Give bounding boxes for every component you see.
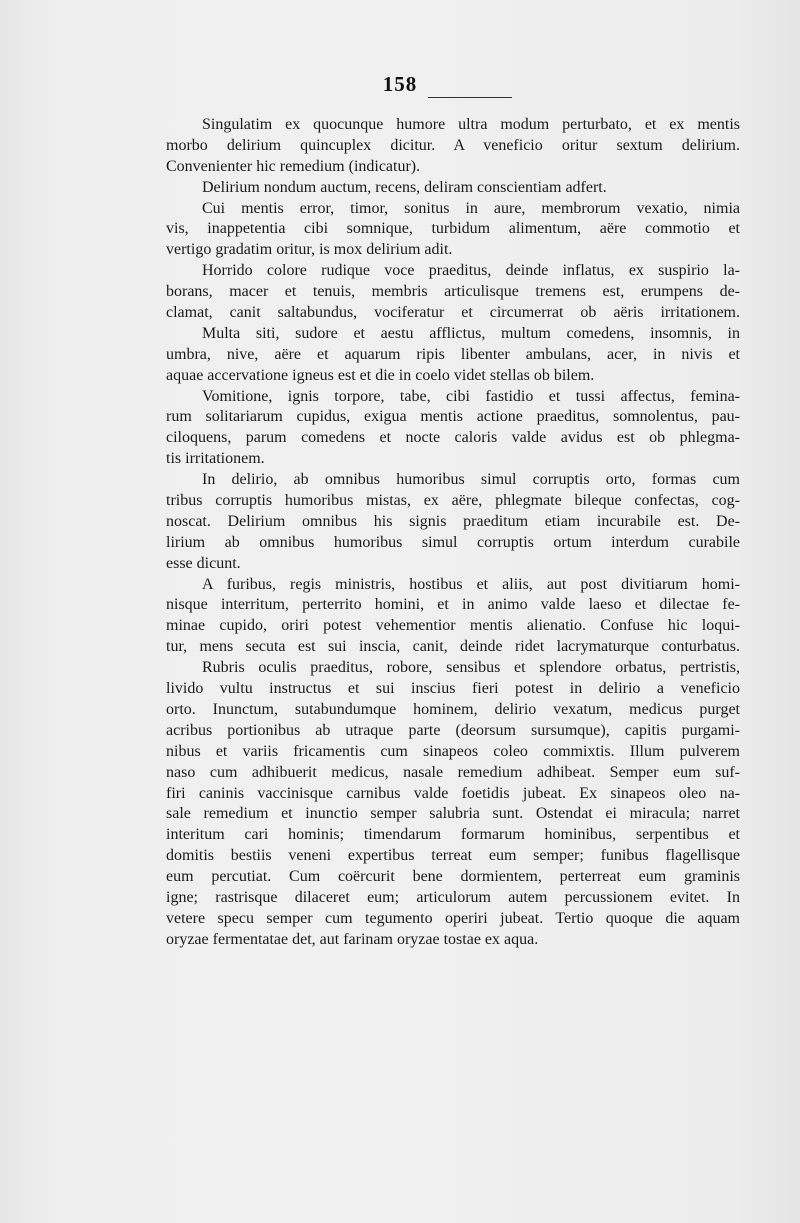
text-line: vetere specu semper cum tegumento operiri jubeat. Tertio quoque die aquam xyxy=(166,909,740,927)
text-line: aquae accervatione igneus est et die in coelo videt stellas ob bilem. xyxy=(166,366,595,384)
text-line: esse dicunt. xyxy=(166,554,241,572)
text-line: tis irritationem. xyxy=(166,450,265,468)
text-line: Horrido colore rudique voce praeditus, deinde inflatus, ex suspirio la- xyxy=(202,262,740,280)
text-line: minae cupido, oriri potest vehementior mentis alienatio. Confuse hic loqui- xyxy=(166,617,740,635)
text-line: rum solitariarum cupidus, exigua mentis actione praeditus, somnolentus, pau- xyxy=(166,408,740,426)
body-text xyxy=(166,115,740,951)
text-line: Convenienter hic remedium (indicatur). xyxy=(166,157,421,175)
text-line: vis, inappetentia cibi somnique, turbidum alimentum, aëre commotio et xyxy=(166,220,740,238)
text-line: umbra, nive, aëre et aquarum ripis libenter ambulans, acer, in nivis et xyxy=(166,345,740,363)
text-line: vertigo gradatim oritur, is mox delirium adit. xyxy=(166,241,453,259)
text-line: lirium ab omnibus humoribus simul corruptis ortum interdum curabile xyxy=(166,533,740,551)
text-line: morbo delirium quincuplex dicitur. A veneficio oritur sextum delirium. xyxy=(166,136,740,154)
text-line: sale remedium et inunctio semper salubria sunt. Ostendat ei miracula; narret xyxy=(166,805,740,823)
text-line: firi caninis vaccinisque carnibus valde foetidis jubeat. Ex sinapeos oleo na- xyxy=(166,784,740,802)
text-line: nisque interritum, perterrito homini, et in animo valde laeso et dilectae fe- xyxy=(166,596,740,614)
text-line: clamat, canit saltabundus, vociferatur et circumerrat ob aëris irritationem. xyxy=(166,304,740,322)
text-line: ciloquens, parum comedens et nocte caloris valde avidus est ob phlegma- xyxy=(166,429,740,447)
text-line: Singulatim ex quocunque humore ultra modum perturbato, et ex mentis xyxy=(202,116,740,133)
text-line: noscat. Delirium omnibus his signis praeditum etiam incurabile est. De- xyxy=(166,512,740,530)
text-line: eum percutiat. Cum coërcurit bene dormientem, perterreat eum graminis xyxy=(166,868,740,886)
text-line: oryzae fermentatae det, aut farinam oryzae tostae ex aqua. xyxy=(166,930,539,948)
text-line: orto. Inunctum, sutabundumque hominem, delirio vexatum, medicus purget xyxy=(166,700,740,718)
text-line: domitis bestiis veneni expertibus terreat eum semper; funibus flagellisque xyxy=(166,847,740,865)
text-line: A furibus, regis ministris, hostibus et aliis, aut post divitiarum homi- xyxy=(202,575,740,593)
page-number: 158 xyxy=(382,72,418,96)
text-line: igne; rastrisque dilaceret eum; articulorum autem percussionem evitet. In xyxy=(166,888,740,906)
text-line: Rubris oculis praeditus, robore, sensibus et splendore orbatus, pertristis, xyxy=(202,659,740,677)
text-line: interitum cari hominis; timendarum formarum hominibus, serpentibus et xyxy=(166,826,740,844)
text-line: naso cum adhibuerit medicus, nasale remedium adhibeat. Semper eum suf- xyxy=(166,763,740,781)
text-line: Delirium nondum auctum, recens, deliram conscientiam adfert. xyxy=(202,178,607,196)
text-line: nibus et variis fricamentis cum sinapeos coleo commixtis. Illum pulverem xyxy=(166,742,740,760)
text-line: In delirio, ab omnibus humoribus simul corruptis orto, formas cum xyxy=(202,471,740,489)
text-line: Multa siti, sudore et aestu afflictus, multum comedens, insomnis, in xyxy=(202,324,740,342)
text-line: tur, mens secuta est sui inscia, canit, deinde ridet lacrymaturque conturbatus. xyxy=(166,638,740,656)
text-line: acribus portionibus ab utraque parte (deorsum sursumque), capitis purgami- xyxy=(166,721,740,739)
text-line: livido vultu instructus et sui inscius fieri potest in delirio a veneficio xyxy=(166,680,740,698)
text-line: borans, macer et tenuis, membris articulisque tremens est, erumpens de- xyxy=(166,283,740,301)
text-line: Vomitione, ignis torpore, tabe, cibi fastidio et tussi affectus, femina- xyxy=(202,387,740,405)
page-number-rule xyxy=(428,97,512,98)
text-line: tribus corruptis humoribus mistas, ex aëre, phlegmate bileque confectas, cog- xyxy=(166,492,740,510)
text-line: Cui mentis error, timor, sonitus in aure, membrorum vexatio, nimia xyxy=(202,199,740,217)
